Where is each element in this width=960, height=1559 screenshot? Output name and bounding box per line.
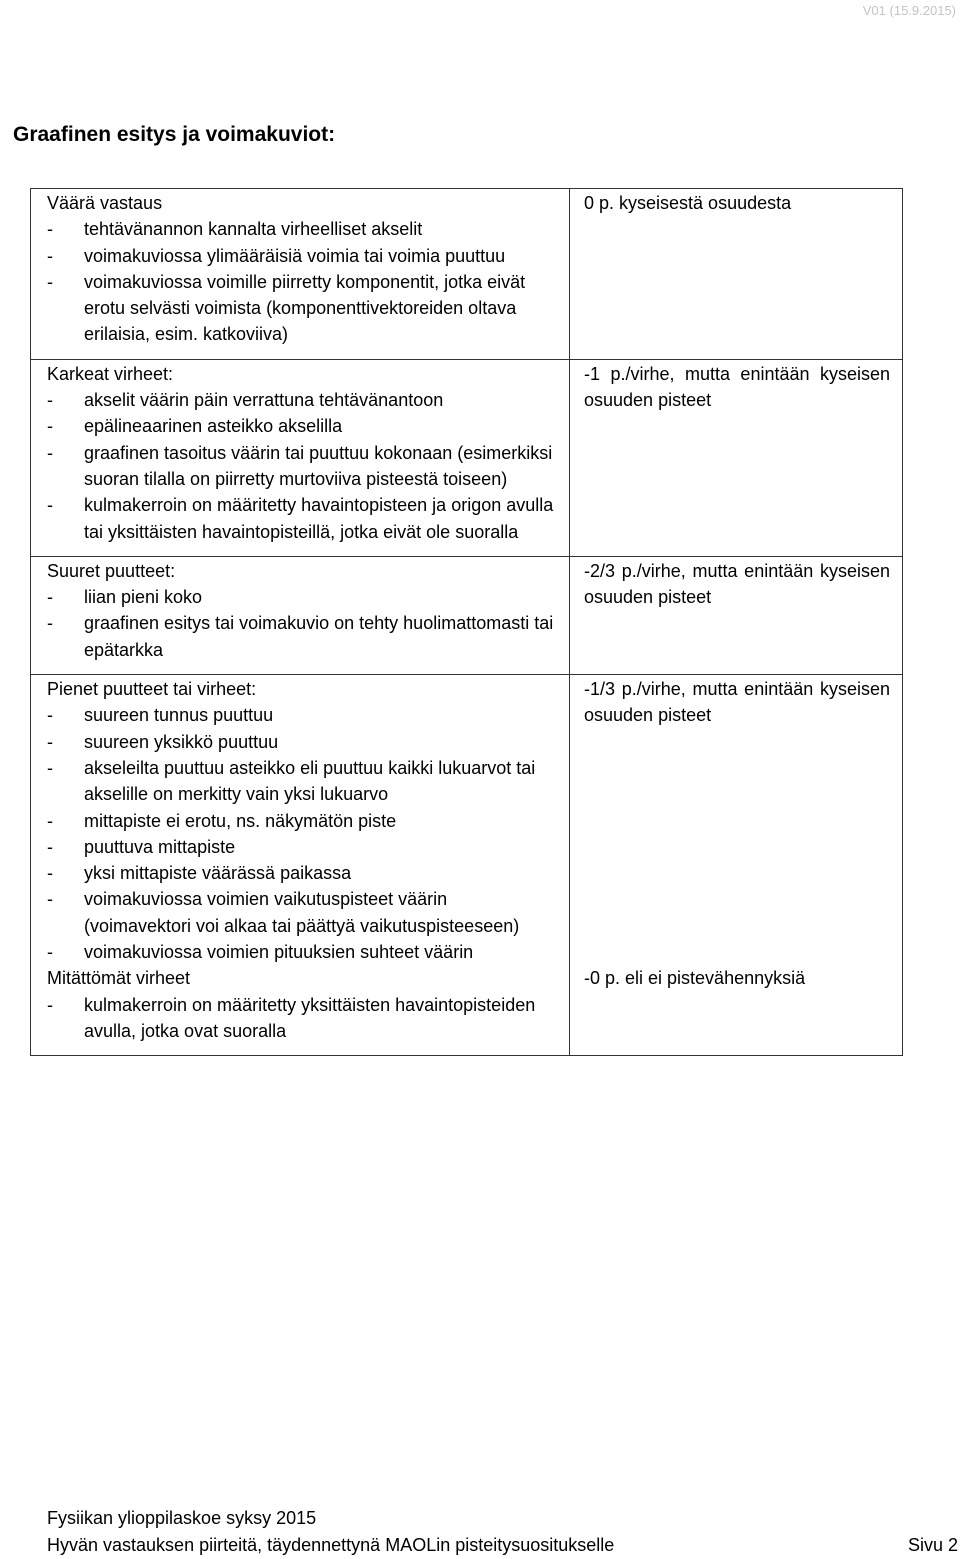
page-number: Sivu 2 [907, 1535, 958, 1555]
list-item: - suureen tunnus puuttuu [47, 705, 274, 726]
criteria-cell [31, 189, 570, 360]
spacer [584, 729, 890, 965]
list-item: - graafinen tasoitus väärin tai puuttuu kokonaan (esimerkiksi suoran tilalla on piirretty murtoviiva pisteestä toiseen) [47, 442, 553, 489]
footer-line-1: Fysiikan ylioppilaskoe syksy 2015 [47, 1508, 317, 1528]
criteria-list [47, 992, 559, 1045]
version-label: V01 (15.9.2015) [862, 3, 956, 18]
category-title: Pienet puutteet tai virheet: [47, 679, 257, 700]
table-row [31, 675, 903, 1056]
list-item: - tehtävänannon kannalta virheelliset akselit [47, 219, 423, 240]
points-text: -1/3 p./virhe, mutta enintään kyseisen osuuden pisteet [584, 679, 890, 726]
points-cell [570, 189, 903, 360]
table-row [31, 189, 903, 360]
list-item: - suureen yksikkö puuttuu [47, 731, 279, 752]
page-title: Graafinen esitys ja voimakuviot: [13, 123, 336, 146]
criteria-cell [31, 675, 570, 1056]
points-text: -1 p./virhe, mutta enintään kyseisen osuuden pisteet [584, 363, 890, 411]
criteria-cell [31, 556, 570, 674]
list-item: - voimakuviossa voimille piirretty komponentit, jotka eivät erotu selvästi voimista (komponenttivektoreiden oltava erilaisia, esim. katkoviiva) [47, 271, 526, 345]
points-text: 0 p. kyseisestä osuudesta [584, 193, 792, 213]
list-item: - voimakuviossa voimien vaikutuspisteet väärin (voimavektori voi alkaa tai päättyä vaikutuspisteeseen) [47, 889, 520, 936]
footer-line-2: Hyvän vastauksen piirteitä, täydennettynä MAOLin pisteitysuositukselle [47, 1535, 615, 1555]
list-item: - puuttuva mittapiste [47, 836, 236, 857]
criteria-list [47, 584, 559, 663]
criteria-list [47, 216, 559, 347]
criteria-list [47, 702, 559, 965]
list-item: - voimakuviossa voimien pituuksien suhteet väärin [47, 942, 474, 963]
points-cell [570, 359, 903, 556]
grading-table [30, 188, 903, 1056]
list-item: - kulmakerroin on määritetty yksittäisten havaintopisteiden avulla, jotka ovat suoralla [47, 994, 536, 1041]
category-title: Suuret puutteet: [47, 560, 176, 581]
list-item: - liian pieni koko [47, 587, 203, 608]
criteria-cell [31, 359, 570, 556]
table-row [31, 359, 903, 556]
list-item: - epälineaarinen asteikko akselilla [47, 416, 343, 437]
list-item: - akseleilta puuttuu asteikko eli puuttuu kaikki lukuarvot tai akselille on merkitty vain yksi lukuarvo [47, 757, 536, 805]
points-cell [570, 675, 903, 1056]
category-title: Karkeat virheet: [47, 363, 174, 384]
table-row [31, 556, 903, 674]
list-item: - akselit väärin päin verrattuna tehtävänantoon [47, 390, 444, 411]
points-cell [570, 556, 903, 674]
criteria-list [47, 387, 559, 545]
list-item: - mittapiste ei erotu, ns. näkymätön piste [47, 810, 397, 831]
list-item: - graafinen esitys tai voimakuvio on tehty huolimattomasti tai epätarkka [47, 613, 554, 660]
page-footer [47, 1505, 958, 1559]
list-item: - voimakuviossa ylimääräisiä voimia tai voimia puuttuu [47, 245, 506, 266]
points-text: -2/3 p./virhe, mutta enintään kyseisen osuuden pisteet [584, 560, 890, 608]
sub-points-text: -0 p. eli ei pistevähennyksiä [584, 967, 806, 988]
list-item: - kulmakerroin on määritetty havaintopisteen ja origon avulla tai yksittäisten havaintopisteillä, jotka eivät ole suoralla [47, 495, 554, 542]
list-item: - yksi mittapiste väärässä paikassa [47, 863, 352, 884]
subcategory-title: Mitättömät virheet [47, 968, 191, 989]
category-title: Väärä vastaus [47, 193, 163, 213]
footer-row [47, 1532, 958, 1559]
